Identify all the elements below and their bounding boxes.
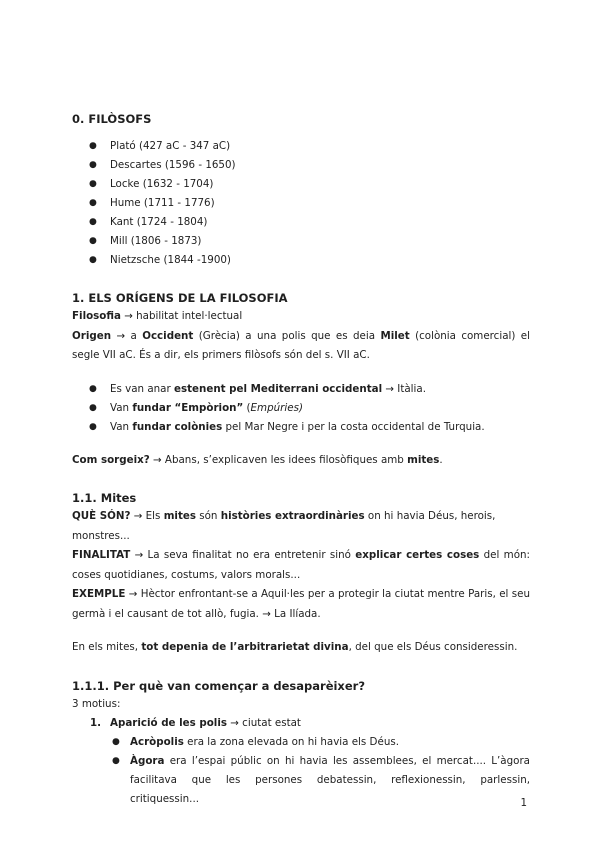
bullet-icon: ● (89, 421, 97, 432)
section-1-title: 1. ELS ORÍGENS DE LA FILOSOFIA (72, 291, 288, 305)
list-item: ● Mill (1806 - 1873) (72, 232, 530, 251)
section-1-1-1-title: 1.1.1. Per què van començar a desaparèixer? (72, 678, 365, 693)
bullet-icon: ● (89, 383, 97, 394)
list-item: ● Àgora era l’espai públic on hi havia les assemblees, el mercat.... L’àgora facilitava que les persones debatessin, reflexionessin, parlessin, critiquessin... (110, 752, 530, 809)
list-item: ● Van fundar “Empòrion” (Empúries) (72, 399, 530, 418)
section-1-1-title: 1.1. Mites (72, 491, 137, 505)
document-page (72, 111, 530, 809)
bullet-icon: ● (89, 255, 97, 265)
origen-paragraph: Origen → a Occident (Grècia) a una polis que es deia Milet (colònia comercial) el segle VII aC. És a dir, els primers filòsofs són del s. VII aC. (72, 329, 530, 361)
list-item: ● Plató (427 aC - 347 aC) (72, 137, 530, 156)
sorgeix-paragraph: Com sorgeix? → Abans, s’explicaven les idees filosòfiques amb mites. (72, 453, 443, 466)
list-number: 1. (90, 717, 102, 729)
bullet-icon: ● (89, 198, 97, 208)
list-item: ● Nietzsche (1844 -1900) (72, 251, 530, 270)
list-item: ● Es van anar estenent pel Mediterrani occidental → Itàlia. (72, 380, 530, 399)
list-item: ● Acròpolis era la zona elevada on hi havia els Déus. (110, 733, 530, 752)
bullet-icon: ● (89, 160, 97, 170)
bullet-icon: ● (89, 217, 97, 227)
list-item: ● Locke (1632 - 1704) (72, 175, 530, 194)
motius-intro: 3 motius: (72, 697, 121, 710)
arbitrarietat-paragraph: En els mites, tot depenia de l’arbitrarietat divina, del que els Déus consideressin. (72, 641, 518, 653)
list-item: ● Van fundar colònies pel Mar Negre i per la costa occidental de Turquia. (72, 418, 530, 437)
list-item: ● Hume (1711 - 1776) (72, 194, 530, 213)
section-0-title: 0. FILÒSOFS (72, 112, 152, 126)
filosofia-line: Filosofia → habilitat intel·lectual (72, 310, 243, 322)
finalitat-paragraph: FINALITAT → La seva finalitat no era entretenir sinó explicar certes coses del món: coses quotidianes, costums, valors morals... (72, 549, 531, 581)
bullet-icon: ● (89, 141, 97, 151)
bullet-icon: ● (112, 756, 120, 766)
exemple-paragraph: EXEMPLE → Hèctor enfrontant-se a Aquil·les per a protegir la ciutat mentre Paris, el seu germà i el causant de tot allò, fugia. → La Ilíada. (72, 588, 530, 620)
que-son-paragraph: QUÈ SÓN? → Els mites són històries extraordinàries on hi havia Déus, herois, monstres... (72, 510, 496, 542)
list-item: ● Descartes (1596 - 1650) (72, 156, 530, 175)
bullet-icon: ● (89, 179, 97, 189)
polis-sublist (110, 733, 530, 809)
bullet-icon: ● (112, 737, 120, 747)
expansion-list (72, 380, 530, 437)
bullet-icon: ● (89, 236, 97, 246)
list-item: 1. Aparició de les polis → ciutat estat ● Acròpolis era la zona elevada on hi havia els Déus. ● Àgora era l’espai públic on hi havia les assemblees, el mercat.... L’àgora facilitava que les persones debatessin, reflexionessin, parlessin, critiquessin... (72, 714, 530, 809)
page-number: 1 (520, 797, 527, 809)
list-item: ● Kant (1724 - 1804) (72, 213, 530, 232)
philosophers-list (72, 137, 530, 270)
bullet-icon: ● (89, 402, 97, 413)
reasons-list (72, 714, 530, 809)
